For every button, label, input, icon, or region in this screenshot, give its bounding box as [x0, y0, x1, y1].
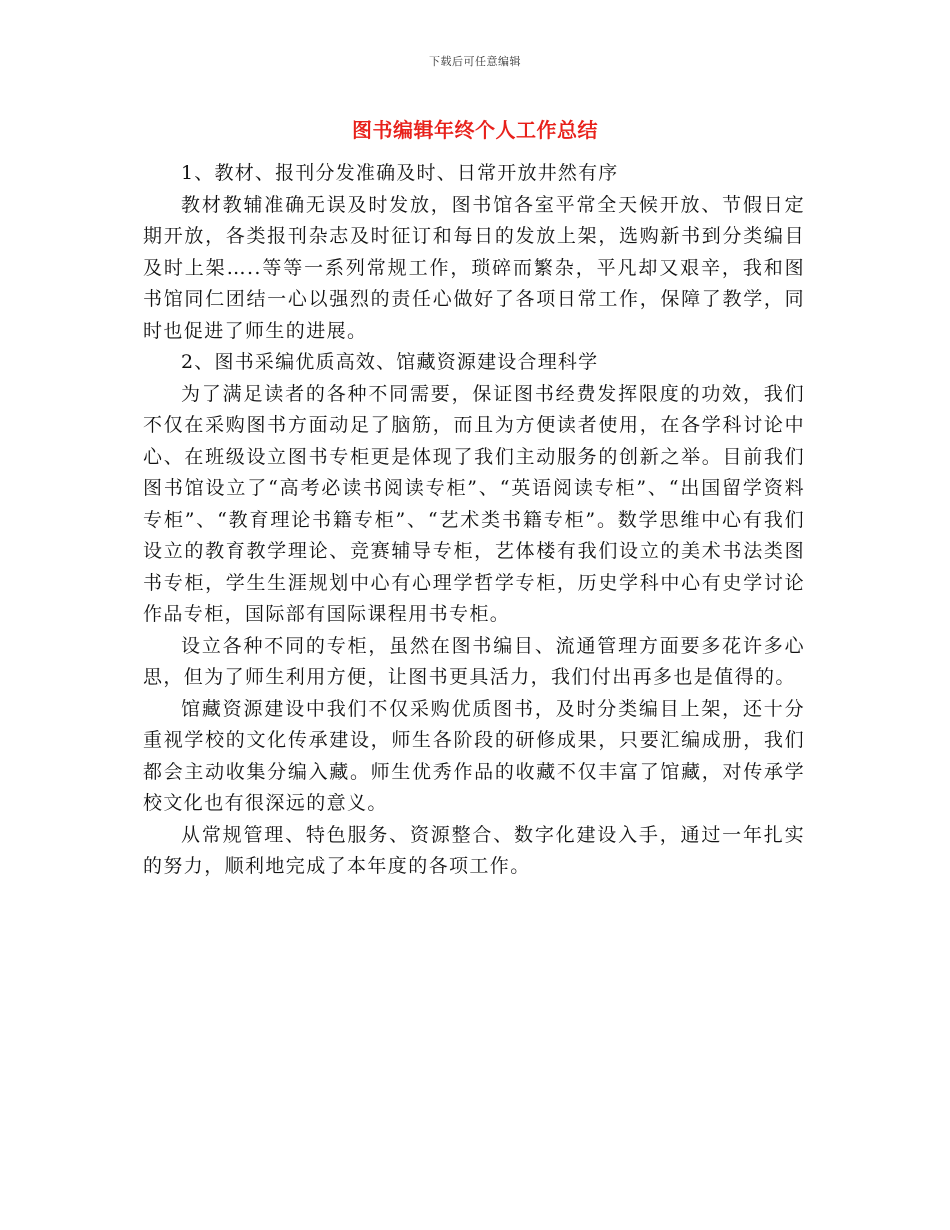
- document-title: 图书编辑年终个人工作总结: [352, 118, 598, 142]
- paragraph: 为了满足读者的各种不同需要，保证图书经费发挥限度的功效，我们不仅在采购图书方面动足了脑筋，而且为方便读者使用，在各学科讨论中心、在班级设立图书专柜更是体现了我们主动服务的创新之举。目前我们图书馆设立了“高考必读书阅读专柜”、“英语阅读专柜”、“出国留学资料专柜”、“教育理论书籍专柜”、“艺术类书籍专柜”。数学思维中心有我们设立的教育教学理论、竞赛辅导专柜，艺体楼有我们设立的美术书法类图书专柜，学生生涯规划中心有心理学哲学专柜，历史学科中心有史学讨论作品专柜，国际部有国际课程用书专柜。: [143, 382, 805, 625]
- paragraph: 馆藏资源建设中我们不仅采购优质图书，及时分类编目上架，还十分重视学校的文化传承建设，师生各阶段的研修成果，只要汇编成册，我们都会主动收集分编入藏。师生优秀作品的收藏不仅丰富了馆藏，对传承学校文化也有很深远的意义。: [143, 697, 805, 814]
- document-body: [143, 158, 805, 883]
- section-heading-2: 2、图书采编优质高效、馆藏资源建设合理科学: [181, 351, 599, 373]
- paragraph: 教材教辅准确无误及时发放，图书馆各室平常全天候开放、节假日定期开放，各类报刊杂志及时征订和每日的发放上架，选购新书到分类编目及时上架…..等等一系列常规工作，琐碎而繁杂，平凡却又艰辛，我和图书馆同仁团结一心以强烈的责任心做好了各项日常工作，保障了教学，同时也促进了师生的进展。: [143, 193, 805, 342]
- paragraph: 从常规管理、特色服务、资源整合、数字化建设入手，通过一年扎实的努力，顺利地完成了本年度的各项工作。: [143, 823, 805, 877]
- section-heading-1: 1、教材、报刊分发准确及时、日常开放井然有序: [181, 162, 619, 184]
- paragraph: 设立各种不同的专柜，虽然在图书编目、流通管理方面要多花许多心思，但为了师生利用方便，让图书更具活力，我们付出再多也是值得的。: [143, 634, 805, 688]
- page-header-note: 下载后可任意编辑: [429, 55, 521, 68]
